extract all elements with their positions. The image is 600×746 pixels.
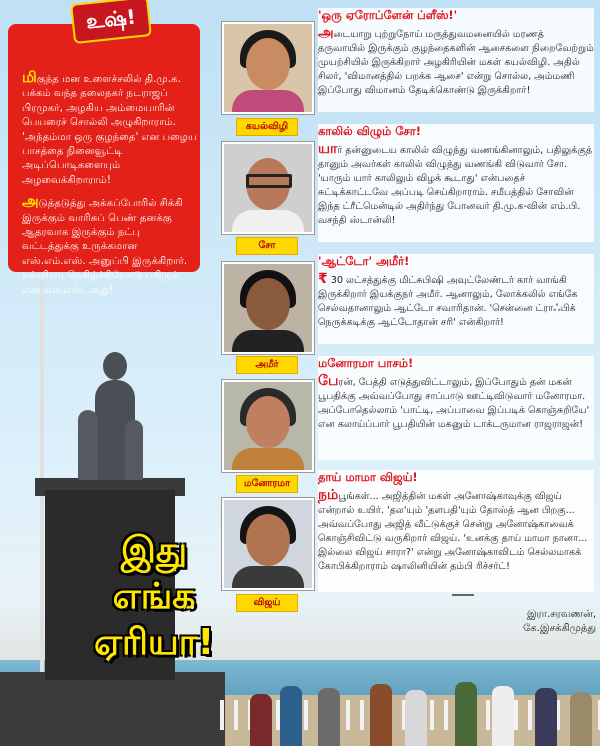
section-title: 'ஒரு ஏரோப்ளேன் ப்ளீஸ்!' [318,8,458,22]
crowd [230,650,600,746]
photo-caption: சோ [236,237,298,255]
section-title: தாய் மாமா விஜய்! [318,470,418,484]
person [570,692,592,746]
section-title: காலில் விழும் சோ! [318,124,422,138]
section-aeroplane [318,8,594,112]
lamp-pole [40,280,44,730]
person [280,686,302,746]
statue-child-right [125,420,143,480]
section-vijay [318,470,594,592]
gossip-text [22,70,200,304]
woman-portrait-icon [222,22,314,114]
airplane-icon [452,594,474,606]
dropcap: மி [22,68,37,86]
section-title: 'ஆட்டோ' அமீர்! [318,254,410,268]
bearded-man-portrait-icon [222,262,314,354]
ush-badge: உஷ்! [70,0,152,44]
statue-child-left [78,410,98,480]
dropcap: அ [22,192,39,211]
section-body: நம்பூங்கள்... அஜித்தின் மகள் அனோஷ்காவுக்கு விஜய் என்றால் உயிர். 'தல'யும் 'தளபதி'யும் தோஸ்த் ஆன பிறகு... அவ்வப்போது அஜித் வீட்டுக்குச் சென்று அனோஷ்காவைக் கொஞ்சிவிட்டு வருகிறார் விஜய். 'உனக்கு தாய் மாமா நானா... இல்லை விஜய் சாரா?' என்று அனோஷ்காவிடம் செல்லமாகக் கோபிக்கிறாராம் ஷாலினியின் தம்பி ரிச்சர்ட்! [318,487,588,572]
section-manorama [318,356,594,460]
gossip-paragraph-1: மிகுந்த மன உளைச்சலில் தி.மு.க. பக்கம் வந்த தலைநகர் நடராஜப் பிரமுகர், அழகிய அம்மையாரின் பெயரைச் சொல்லி அழுகிறாராம். 'அந்தம்மா ஒரு குழந்தை' என பழைய பாசத்தை நினைவூட்டி அடிப்பொடிகளையும் அழவைக்கிறாராம்! [22,68,197,186]
gossip-box [8,24,200,296]
elderly-man-portrait-icon [222,142,314,234]
byline: இரா.சரவணன், கே.இசக்கிமுத்து [523,609,596,634]
person [405,690,427,746]
photo-caption: விஜய் [236,594,298,612]
section-body: அடையாறு புற்றுநோய் மருத்துவமனையில் மரணத் தருவாயில் இருக்கும் குழந்தைகளின் ஆசைகளை நிறைவேற்றும் முயற்சியில் இருக்கிறார் அழகிரியின் மகள் கயல்விழி. அதில் சிலர், 'விமானத்தில் பறக்க ஆசை' என்று சொல்ல, அம்மணி இப்போது விமானம் தேடிக்கொண்டு இருக்கிறார்! [318,25,594,96]
person [370,684,392,746]
section-title: மனோரமா பாசம்! [318,356,414,370]
section-body: பேரன், பேத்தி எடுத்துவிட்டாலும், இப்போதும் தன் மகன் பூபதிக்கு அவ்வப்போது சாப்பாடு ஊட்டிவிடுவார் மனோரமா. அப்போதெல்லாம் 'பாட்டி, அப்பாவை இப்படிக் கொஞ்சுறியே' என கலாய்ப்பார் பூபதியின் மகனும் டாக்டருமான ராஜராஜன்! [318,373,590,430]
person [492,686,514,746]
statue-head [103,352,127,380]
photo-caption: கயல்விழி [236,118,298,136]
photo-caption: மனோரமா [236,475,298,493]
person [318,688,340,746]
person [535,688,557,746]
section-body: யார் தன்னுடைய காலில் விழுந்து வணங்கினாலும், பதிலுக்குத் தானும் அவர்கள் காலில் விழுந்து வணங்கி விடுவார் சோ. 'யாரும் யார் காலிலும் விழக் கூடாது' என்பதைச் சுட்டிக்காட்டவே அப்படி செய்கிறாராம். சமீபத்தில் சோவின் இந்த ட்ரீட்மென்டில் அதிர்ந்து போனவர் தி.மு.க-வின் எம்.பி. வசந்தி ஸ்டான்லி! [318,141,593,226]
section-body: ₹ 30 லட்சத்துக்கு மிட்சுபிஷி அவுட்லேண்டர் கார் வாங்கி இருக்கிறார் இயக்குநர் அமீர். ஆனாலும், லோக்கலில் எங்கே செல்வதானாலும் ஆட்டோ சவாரிதான். 'சென்னை ட்ராஃபிக் நெருக்கடிக்கு ஆட்டோதான் சரி' என்கிறார்! [318,271,578,328]
elderly-woman-portrait-icon [222,380,314,472]
monument-base [0,672,225,746]
person [455,682,477,746]
gossip-paragraph-2: அடுத்தடுத்து அக்கப்போரில் சிக்கி இருக்கும் வாரிசுப் பெண் தனக்கு ஆதரவாக இருக்கும் நட்பு வட்டத்துக்கு உருக்கமான எஸ்.எம்.எஸ். அனுப்பி இருக்கிறார். நள்ளிரவு நெகிழ்ச்சியோடு பகிரும் எஸ்.எம்.எஸ். அது! [22,192,188,296]
person [250,694,272,746]
section-ameer [318,254,594,344]
area-slogan: இது எங்க ஏரியா! [93,530,215,663]
young-man-portrait-icon [222,498,314,590]
section-cho [318,124,594,242]
photo-caption: அமீர் [236,356,298,374]
